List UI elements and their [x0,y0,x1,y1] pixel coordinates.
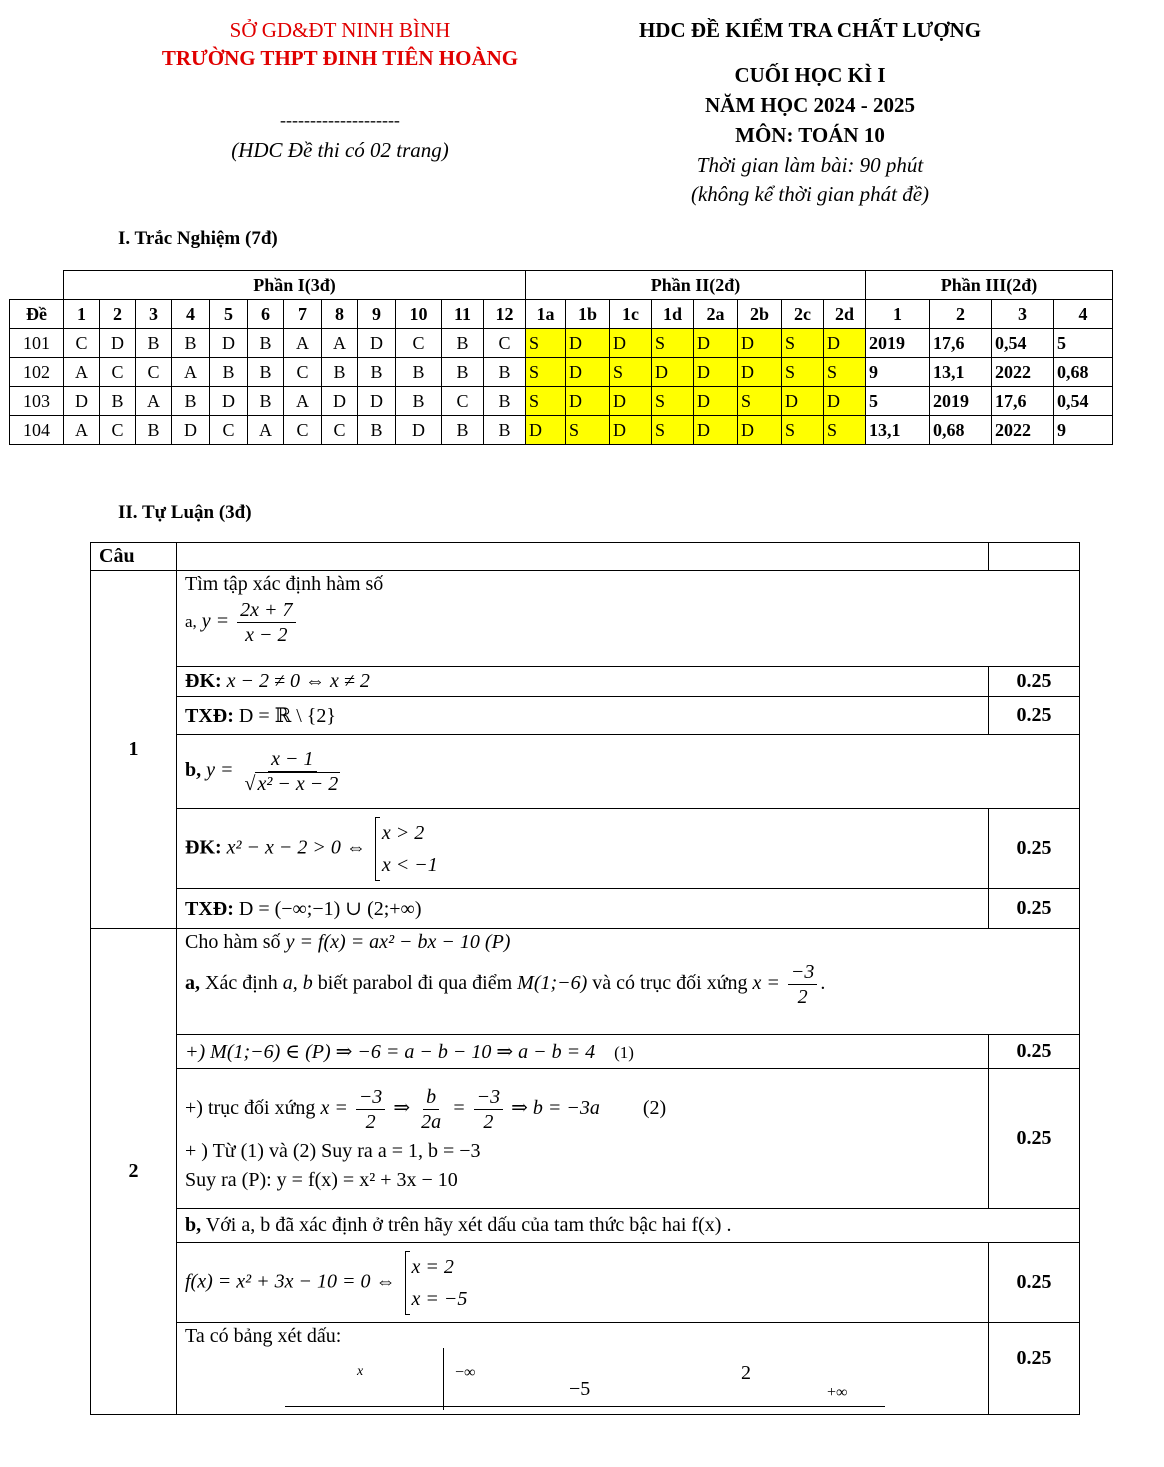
answer-cell: D [824,387,866,416]
q2-step2-tag: (2) [642,1097,667,1120]
part2-header: Phần II(2đ) [526,271,866,300]
q2b-cell [177,1209,1080,1243]
answer-col-header: 4 [1054,300,1113,329]
q1b-txd-label: TXĐ: [185,898,234,920]
answer-col-header: 2a [694,300,738,329]
answer-cell: S [738,387,782,416]
answer-cell: C [100,416,136,445]
q2-step2-eq: = [452,1097,466,1120]
answer-cell: A [136,387,172,416]
answer-cell: B [396,387,442,416]
answer-cell: S [610,358,652,387]
answer-col-header: 1 [64,300,100,329]
answer-cell: S [652,387,694,416]
answer-cell: B [172,387,210,416]
q1-number: 1 [91,571,177,929]
q2-step1-points: 0.25 [989,1035,1080,1069]
answer-cell: B [136,416,172,445]
answer-cell: D [358,387,396,416]
q1a-txd-row [91,697,1080,735]
q1a-numerator: 2x + 7 [237,598,295,623]
answer-cell: D [694,358,738,387]
q2b-eq-row [91,1243,1080,1323]
sign-table [185,1348,980,1408]
answer-row [10,387,1113,416]
q2b-sign-points: 0.25 [989,1323,1080,1415]
answer-column-header-row [10,300,1113,329]
answer-cell: S [782,416,824,445]
answer-col-header: 4 [172,300,210,329]
answer-cell: D [694,329,738,358]
answer-cell: D [610,416,652,445]
q2b-label: b, [185,1214,202,1236]
answer-cell: C [442,387,484,416]
sign-table-vline [443,1348,444,1410]
answer-cell: 2019 [930,387,992,416]
q2a-axis-den: 2 [797,986,808,1008]
answer-col-header: 3 [992,300,1054,329]
q2a-text2: biết parabol đi qua điểm [317,972,513,995]
answer-cell: 9 [866,358,930,387]
q1-intro: Tìm tập xác định hàm số [185,573,384,595]
part3-header: Phần III(2đ) [866,271,1113,300]
section-title-multiple-choice: I. Trắc Nghiệm (7đ) [118,228,278,249]
q2-step1-tag: (1) [614,1043,634,1062]
answer-row [10,416,1113,445]
answer-col-header: 7 [284,300,322,329]
answer-col-header: 1a [526,300,566,329]
answer-cell: S [652,416,694,445]
answer-cell: B [248,358,284,387]
exam-code: 102 [10,358,64,387]
answer-cell: C [396,329,442,358]
answer-cell: D [652,358,694,387]
answer-cell: C [322,416,358,445]
q1b-dk-case2: x < −1 [381,853,438,876]
school-year: NĂM HỌC 2024 - 2025 [705,93,915,117]
q2b-sign-cell [177,1323,989,1415]
answer-cell: B [172,329,210,358]
q2-step1-cell [177,1035,989,1069]
de-label: Đề [10,300,64,329]
q2-step1: +) M(1;−6) ∈ (P) ⇒ −6 = a − b − 10 ⇒ a − b = 4 [185,1041,596,1063]
answer-cell: D [322,387,358,416]
answer-row [10,329,1113,358]
answer-key-table [9,270,1113,445]
q2a-text3: và có trục đối xứng [592,972,748,995]
answer-cell: S [526,358,566,387]
answer-cell: 13,1 [930,358,992,387]
page-count-note: (HDC Đề thi có 02 trang) [231,138,449,162]
answer-cell: D [610,387,652,416]
answer-cell: A [322,329,358,358]
answer-cell: B [442,329,484,358]
answer-cell: A [64,416,100,445]
q2-step2-points: 0.25 [989,1069,1080,1209]
q2-step2-pre: +) trục đối xứng [185,1097,316,1120]
q1b-txd: D = (−∞;−1) ∪ (2;+∞) [238,898,422,920]
part1-header: Phần I(3đ) [64,271,526,300]
answer-cell: 13,1 [866,416,930,445]
q1b-sqrt-content: x² − x − 2 [257,773,339,795]
sign-2: 2 [741,1362,751,1384]
answer-cell: S [526,329,566,358]
answer-cell: D [566,329,610,358]
q2-step1-row [91,1035,1080,1069]
answer-cell: S [782,358,824,387]
answer-cell: C [210,416,248,445]
answer-col-header: 1c [610,300,652,329]
school-department: SỞ GD&ĐT NINH BÌNH [229,18,451,42]
q1b-cell [177,735,1080,809]
q2b-eq: f(x) = x² + 3x − 10 = 0 ⇔ [185,1270,396,1293]
answer-cell: B [484,387,526,416]
q2-step2-cell [177,1069,989,1209]
answer-cell: C [100,358,136,387]
time-note: (không kể thời gian phát đề) [690,182,930,206]
answer-cell: A [284,387,322,416]
q1-intro-row [91,571,1080,667]
q2-step2-result: ⇒ b = −3a [511,1097,600,1120]
answer-cell: S [824,416,866,445]
sign-minus5: −5 [569,1378,591,1400]
q2-step2-frac2 [418,1085,444,1134]
sign-plus-inf: +∞ [827,1384,848,1401]
q2-number: 2 [91,929,177,1415]
answer-cell: A [284,329,322,358]
q2-step2-frac1-den: 2 [365,1111,376,1133]
q1b-dk-cell [177,809,989,889]
answer-cell: C [64,329,100,358]
q1a-label: a, [185,612,197,632]
q1a-txd-label: TXĐ: [185,705,234,727]
answer-cell: D [824,329,866,358]
q2-intro-function: y = f(x) = ax² − bx − 10 (P) [285,931,511,953]
q2-step2-frac2-num: b [423,1085,439,1110]
cau-header: Câu [91,543,177,571]
answer-cell: 2022 [992,416,1054,445]
q1a-dk-row [91,667,1080,697]
answer-cell: C [284,358,322,387]
answer-cell: D [738,416,782,445]
answer-col-header: 5 [210,300,248,329]
answer-cell: B [210,358,248,387]
answer-cell: D [172,416,210,445]
q1a-dk-label: ĐK: [185,670,222,692]
q2a-point-m: M(1;−6) [517,972,588,995]
answer-cell: S [526,387,566,416]
answer-col-header: 6 [248,300,284,329]
q2b-sign-intro: Ta có bảng xét dấu: [185,1325,342,1347]
answer-cell: 0,68 [930,416,992,445]
answer-cell: B [484,358,526,387]
answer-col-header: 9 [358,300,396,329]
answer-cell: B [396,358,442,387]
q1b-label: b, [185,759,202,782]
answer-cell: D [694,387,738,416]
q2-step2-row [91,1069,1080,1209]
answer-cell: D [210,329,248,358]
answer-part-header-row [10,271,1113,300]
q2a-math1: a, b [282,972,313,995]
answer-col-header: 2 [100,300,136,329]
answer-cell: D [738,358,782,387]
q2-step4: Suy ra (P): y = f(x) = x² + 3x − 10 [185,1169,458,1191]
q2a-text1: Xác định [205,972,278,995]
answer-col-header: 2b [738,300,782,329]
sign-minus-inf: −∞ [455,1364,476,1381]
answer-cell: S [824,358,866,387]
q1b-dk-label: ĐK: [185,836,222,859]
exam-code: 101 [10,329,64,358]
answer-cell: A [172,358,210,387]
q1b-dk-points: 0.25 [989,809,1080,889]
answer-cell: D [358,329,396,358]
answer-cell: D [610,329,652,358]
q1b-numerator: x − 1 [268,747,316,772]
q2a-label: a, [185,972,200,995]
sign-x: x [357,1364,364,1379]
q2b-root1: x = 2 [411,1255,454,1278]
answer-cell: 0,54 [992,329,1054,358]
answer-col-header: 12 [484,300,526,329]
answer-cell: B [484,416,526,445]
answer-cell: D [566,387,610,416]
answer-cell: 5 [866,387,930,416]
q1a-y: y = [201,610,230,633]
answer-cell: 2022 [992,358,1054,387]
q1a-dk-cell [177,667,989,697]
q2b-row [91,1209,1080,1243]
answer-cell: 2019 [866,329,930,358]
q1a-dk: x − 2 ≠ 0 ⇔ x ≠ 2 [226,670,370,692]
answer-cell: B [136,329,172,358]
q1a-txd: D = ℝ \ {2} [238,705,336,727]
essay-header-blank [177,543,989,571]
answer-col-header: 1 [866,300,930,329]
q2-intro-cell: Cho hàm số y = f(x) = ax² − bx − 10 (P) a, Xác định a, b biết parabol đi qua điểm M(1;−6) và có trục đối xứng x = $\frac{-3}{2}$ . [177,929,1080,1035]
answer-col-header: 1b [566,300,610,329]
answer-cell: S [782,329,824,358]
answer-row [10,358,1113,387]
q2-intro-row [91,929,1080,1035]
q1b-row [91,735,1080,809]
q2-step3: + ) Từ (1) và (2) Suy ra a = 1, b = −3 [185,1140,481,1162]
answer-col-header: 2 [930,300,992,329]
blank-corner [10,271,64,300]
q2-step2-frac1 [356,1085,386,1134]
answer-cell: D [738,329,782,358]
section-title-essay: II. Tự Luận (3đ) [118,502,252,523]
q1-intro-cell [177,571,1080,667]
answer-cell: D [210,387,248,416]
essay-header-blank-pt [989,543,1080,571]
q1b-dk: x² − x − 2 > 0 ⇔ [226,836,366,859]
q1a-txd-points: 0.25 [989,697,1080,735]
q2b-root2: x = −5 [411,1287,468,1310]
q2b-eq-cell [177,1243,989,1323]
answer-cell: B [248,387,284,416]
q1b-denominator: √ x² − x − 2 [244,773,339,795]
q2b-sign-row [91,1323,1080,1415]
exam-code: 103 [10,387,64,416]
time-limit: Thời gian làm bài: 90 phút [696,153,924,177]
answer-cell: 17,6 [992,387,1054,416]
answer-cell: C [284,416,322,445]
q2a-axis-x: x = [752,972,780,995]
q1b-txd-row [91,889,1080,929]
q1b-txd-points: 0.25 [989,889,1080,929]
answer-cell: S [566,416,610,445]
document-title: HDC ĐỀ KIỂM TRA CHẤT LƯỢNG [638,18,982,42]
answer-cell: 17,6 [930,329,992,358]
subject: MÔN: TOÁN 10 [735,123,885,147]
q2-step2-frac3 [474,1085,504,1134]
answer-col-header: 8 [322,300,358,329]
q1b-txd-cell [177,889,989,929]
q2b-text: Với a, b đã xác định ở trên hãy xét dấu của tam thức bậc hai f(x) . [205,1214,732,1236]
answer-cell: 9 [1054,416,1113,445]
answer-cell: D [566,358,610,387]
q1a-fraction [237,598,295,647]
essay-header-row [91,543,1080,571]
q1b-dk-row [91,809,1080,889]
answer-col-header: 11 [442,300,484,329]
answer-col-header: 3 [136,300,172,329]
answer-cell: D [694,416,738,445]
answer-cell: S [652,329,694,358]
answer-cell: B [442,416,484,445]
answer-col-header: 1d [652,300,694,329]
answer-cell: C [484,329,526,358]
answer-cell: D [396,416,442,445]
q2-step2-implies: ⇒ [393,1097,411,1120]
q2a-axis-fraction [788,960,818,1009]
school-name: TRƯỜNG THPT ĐINH TIÊN HOÀNG [161,46,519,70]
sign-table-hline [285,1406,885,1407]
q2-step2-frac3-num: −3 [474,1085,504,1110]
q2-step2-frac2-den: 2a [421,1111,442,1133]
answer-cell: B [358,358,396,387]
answer-cell: A [248,416,284,445]
q2a-axis-num: −3 [788,960,818,985]
q1a-denominator: x − 2 [245,624,288,646]
answer-cell: B [442,358,484,387]
answer-col-header: 10 [396,300,442,329]
answer-cell: 0,54 [1054,387,1113,416]
q1b-dk-case1: x > 2 [381,821,425,844]
answer-cell: D [64,387,100,416]
exam-code: 104 [10,416,64,445]
answer-cell: C [136,358,172,387]
q2b-eq-system [405,1251,468,1315]
answer-cell: D [782,387,824,416]
q1b-y: y = [206,759,234,782]
answer-cell: 5 [1054,329,1113,358]
answer-cell: B [358,416,396,445]
answer-cell: B [248,329,284,358]
q1a-dk-points: 0.25 [989,667,1080,697]
q1b-dk-system [375,817,438,881]
answer-cell: D [100,329,136,358]
answer-cell: 0,68 [1054,358,1113,387]
q2-step2-frac1-num: −3 [356,1085,386,1110]
answer-col-header: 2d [824,300,866,329]
q1a-txd-cell [177,697,989,735]
q1b-fraction [242,747,344,796]
answer-cell: D [526,416,566,445]
q2-step2-frac3-den: 2 [483,1111,494,1133]
answer-col-header: 2c [782,300,824,329]
q2b-eq-points: 0.25 [989,1243,1080,1323]
term-label: CUỐI HỌC KÌ I [734,63,886,87]
header-divider: -------------------- [280,110,400,130]
answer-cell: B [100,387,136,416]
answer-cell: B [322,358,358,387]
q2-intro-text: Cho hàm số [185,931,281,953]
essay-table [90,542,1080,1415]
answer-cell: A [64,358,100,387]
q2-step2-x: x = [320,1097,348,1120]
